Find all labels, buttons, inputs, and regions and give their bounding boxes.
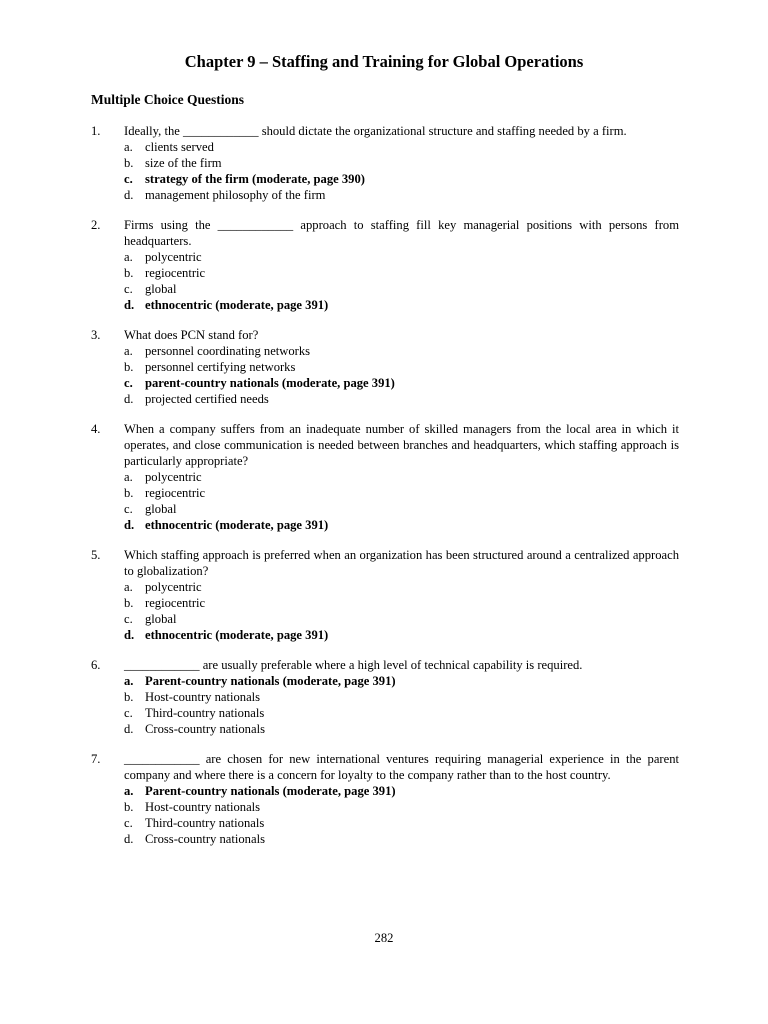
option-text: management philosophy of the firm [145,188,326,202]
option-text: regiocentric [145,486,206,500]
option-text: global [145,502,177,516]
option-letter: c. [124,816,133,830]
option-letter: c. [124,612,133,626]
question-item [91,657,679,737]
question-item [91,123,679,203]
option-letter: b. [124,360,134,374]
question-list [91,123,679,861]
question-number: 6. [91,658,101,672]
question-item [91,751,679,847]
option-letter: d. [124,518,135,532]
answer-option [124,501,679,517]
option-text: Host-country nationals [145,690,261,704]
option-text: clients served [145,140,214,154]
option-text: regiocentric [145,266,206,280]
option-letter: c. [124,172,133,186]
option-letter: a. [124,674,134,688]
option-letter: c. [124,706,133,720]
option-letter: a. [124,344,133,358]
question-item [91,421,679,533]
option-text: global [145,282,177,296]
option-text: personnel coordinating networks [145,344,311,358]
question-number: 3. [91,328,101,342]
answer-option [124,469,679,485]
answer-option [124,627,679,643]
answer-option [124,171,679,187]
option-letter: a. [124,470,133,484]
option-letter: b. [124,266,134,280]
answer-option [124,281,679,297]
answer-option [124,343,679,359]
answer-option [124,391,679,407]
answer-option [124,485,679,501]
page-number: 282 [374,931,394,945]
option-text: strategy of the firm (moderate, page 390) [145,172,365,186]
question-number: 7. [91,752,101,766]
option-letter: b. [124,800,134,814]
answer-option [124,265,679,281]
option-letter: d. [124,832,134,846]
answer-option [124,815,679,831]
answer-option [124,611,679,627]
section-heading: Multiple Choice Questions [91,92,245,107]
answer-option [124,249,679,265]
option-letter: c. [124,502,133,516]
option-letter: a. [124,580,133,594]
question-number: 1. [91,124,101,138]
option-text: personnel certifying networks [145,360,296,374]
option-text: Third-country nationals [145,816,265,830]
option-letter: a. [124,250,133,264]
option-text: Cross-country nationals [145,832,265,846]
option-letter: d. [124,298,135,312]
question-number: 2. [91,218,101,232]
answer-option [124,517,679,533]
option-text: polycentric [145,470,202,484]
option-text: regiocentric [145,596,206,610]
answer-option [124,297,679,313]
answer-option [124,595,679,611]
question-stem: ____________ are chosen for new international ventures requiring managerial experience in the parent company and where there is a concern for loyalty to the company rather than to the host country. [124,752,679,782]
option-letter: a. [124,784,134,798]
option-text: ethnocentric (moderate, page 391) [145,628,329,642]
answer-option [124,705,679,721]
option-letter: b. [124,690,134,704]
question-stem: ____________ are usually preferable where a high level of technical capability is required. [124,658,583,672]
option-text: polycentric [145,580,202,594]
option-text: Host-country nationals [145,800,261,814]
option-letter: a. [124,140,133,154]
chapter-title: Chapter 9 – Staffing and Training for Global Operations [184,52,584,71]
option-letter: b. [124,486,134,500]
option-text: projected certified needs [145,392,269,406]
option-letter: c. [124,282,133,296]
answer-option [124,375,679,391]
option-text: size of the firm [145,156,222,170]
option-text: Parent-country nationals (moderate, page 391) [145,674,396,688]
option-text: ethnocentric (moderate, page 391) [145,518,329,532]
option-text: Third-country nationals [145,706,265,720]
answer-option [124,783,679,799]
question-number: 4. [91,422,101,436]
question-number: 5. [91,548,101,562]
question-stem: What does PCN stand for? [124,328,259,342]
option-text: global [145,612,177,626]
option-letter: c. [124,376,133,390]
question-item [91,217,679,313]
option-text: polycentric [145,250,202,264]
option-text: Parent-country nationals (moderate, page 391) [145,784,396,798]
question-stem: Which staffing approach is preferred when an organization has been structured around a centralized approach to globalization? [124,548,679,578]
answer-option [124,359,679,375]
option-text: ethnocentric (moderate, page 391) [145,298,329,312]
question-stem: Firms using the ____________ approach to staffing fill key managerial positions with persons from headquarters. [124,218,679,248]
question-stem: When a company suffers from an inadequate number of skilled managers from the local area in which it operates, and close communication is needed between branches and headquarters, which staffing approach is particularly appropriate? [124,422,679,468]
answer-option [124,187,679,203]
answer-option [124,673,679,689]
question-item [91,547,679,643]
option-letter: d. [124,392,134,406]
answer-option [124,721,679,737]
option-letter: d. [124,628,135,642]
answer-option [124,155,679,171]
answer-option [124,139,679,155]
option-letter: b. [124,156,134,170]
option-letter: d. [124,722,134,736]
question-item [91,327,679,407]
answer-option [124,799,679,815]
option-text: Cross-country nationals [145,722,265,736]
option-letter: b. [124,596,134,610]
option-text: parent-country nationals (moderate, page 391) [145,376,395,390]
option-letter: d. [124,188,134,202]
answer-option [124,579,679,595]
answer-option [124,689,679,705]
answer-option [124,831,679,847]
question-stem: Ideally, the ____________ should dictate the organizational structure and staffing needed by a firm. [124,124,627,138]
